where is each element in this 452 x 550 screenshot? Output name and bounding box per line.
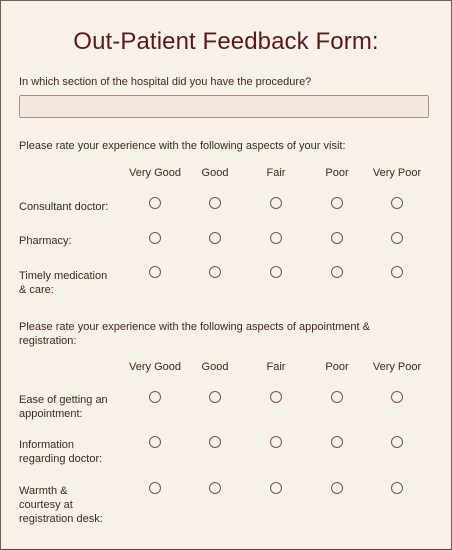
radio-pharmacy-poor[interactable] [331,232,343,244]
radio-warmth-good[interactable] [209,482,221,494]
radio-appointment-very-poor[interactable] [391,391,403,403]
radio-consultant-good[interactable] [209,197,221,209]
matrix1-col-poor: Poor [325,167,349,179]
radio-consultant-poor[interactable] [331,197,343,209]
radio-information-fair[interactable] [270,436,282,448]
radio-consultant-very-good[interactable] [149,197,161,209]
matrix1-row-consultant-doctor: Consultant doctor: [19,201,109,213]
matrix1-col-good: Good [201,167,229,179]
matrix1-prompt: Please rate your experience with the following aspects of your visit: [19,140,346,152]
matrix2-col-fair: Fair [266,361,286,373]
radio-warmth-fair[interactable] [270,482,282,494]
matrix2-prompt: Please rate your experience with the following aspects of appointment & registration: [19,321,370,347]
matrix1-col-very-good: Very Good [129,167,181,179]
radio-medication-very-good[interactable] [149,266,161,278]
form-title: Out-Patient Feedback Form: [73,28,379,55]
radio-pharmacy-very-poor[interactable] [391,232,403,244]
matrix1-col-fair: Fair [266,167,286,179]
radio-warmth-poor[interactable] [331,482,343,494]
radio-pharmacy-good[interactable] [209,232,221,244]
radio-information-good[interactable] [209,436,221,448]
radio-pharmacy-fair[interactable] [270,232,282,244]
radio-appointment-very-good[interactable] [149,391,161,403]
radio-warmth-very-good[interactable] [149,482,161,494]
radio-information-very-good[interactable] [149,436,161,448]
matrix2-col-good: Good [201,361,229,373]
radio-consultant-very-poor[interactable] [391,197,403,209]
radio-medication-fair[interactable] [270,266,282,278]
section-input[interactable] [19,95,429,118]
radio-information-poor[interactable] [331,436,343,448]
radio-consultant-fair[interactable] [270,197,282,209]
matrix2-row-information-doctor: Information regarding doctor: [19,439,103,465]
radio-pharmacy-very-good[interactable] [149,232,161,244]
radio-appointment-poor[interactable] [331,391,343,403]
radio-information-very-poor[interactable] [391,436,403,448]
matrix2-row-ease-of-appointment: Ease of getting an appointment: [19,394,108,420]
matrix2-col-very-good: Very Good [129,361,181,373]
radio-appointment-fair[interactable] [270,391,282,403]
radio-medication-good[interactable] [209,266,221,278]
matrix2-row-warmth-courtesy: Warmth & courtesy at registration desk: [19,485,103,525]
radio-medication-poor[interactable] [331,266,343,278]
radio-medication-very-poor[interactable] [391,266,403,278]
matrix2-col-poor: Poor [325,361,349,373]
matrix2-col-very-poor: Very Poor [372,361,422,373]
matrix1-col-very-poor: Very Poor [372,167,422,179]
matrix1-row-pharmacy: Pharmacy: [19,235,72,247]
section-question-label: In which section of the hospital did you have the procedure? [19,76,312,88]
radio-appointment-good[interactable] [209,391,221,403]
radio-warmth-very-poor[interactable] [391,482,403,494]
matrix1-row-timely-medication: Timely medication & care: [19,270,108,296]
